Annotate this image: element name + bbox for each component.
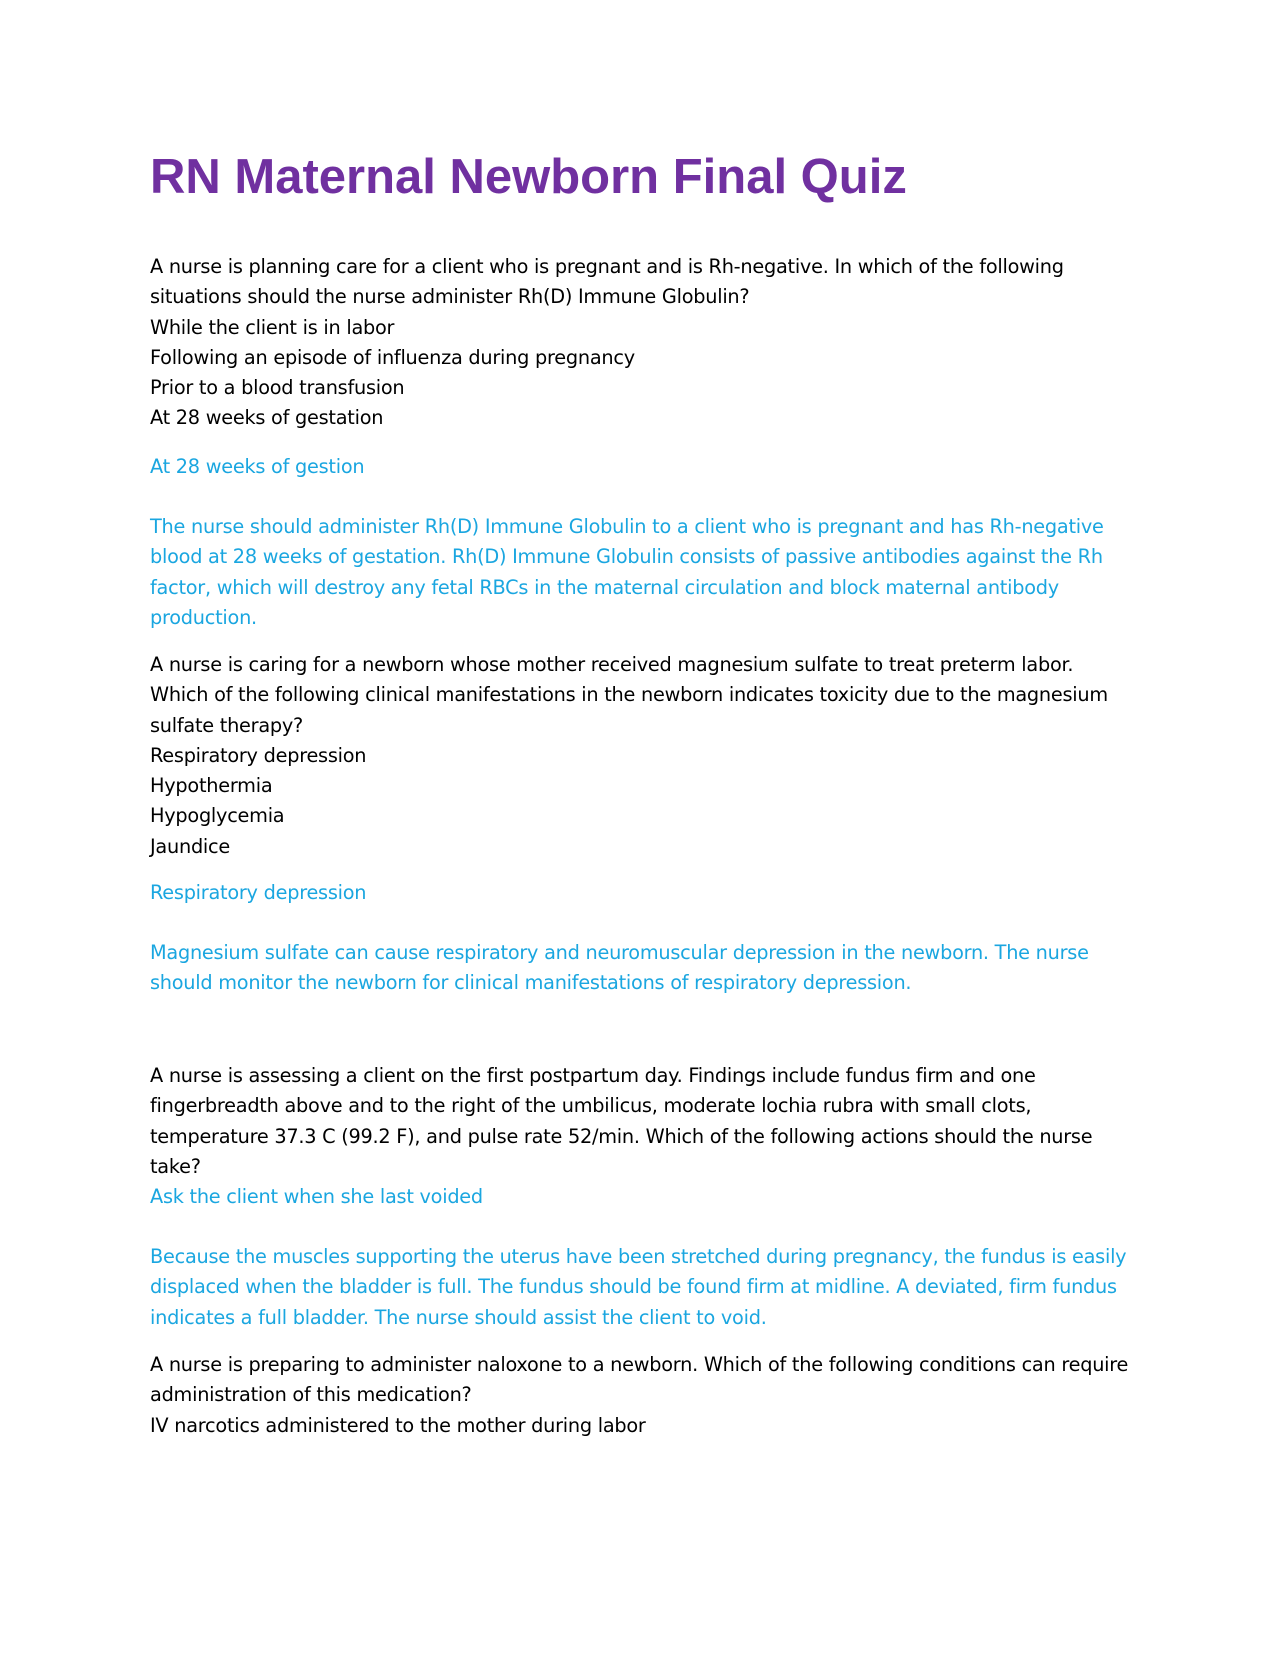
question-1-stem-line: situations should the nurse administer Rh(D) Immune Globulin? (150, 285, 750, 309)
question-1-stem-line: A nurse is planning care for a client who is pregnant and is Rh-negative. In which of the following (150, 255, 1064, 278)
question-1-option: Prior to a blood transfusion (150, 376, 405, 400)
question-2-rationale-line: should monitor the newborn for clinical manifestations of respiratory depression. (150, 971, 912, 995)
question-1-rationale (150, 512, 1150, 633)
question-3-rationale-line: displaced when the bladder is full. The fundus should be found firm at midline. A deviated, firm fundus (150, 1275, 1117, 1299)
question-1-rationale-line: factor, which will destroy any fetal RBCs in the maternal circulation and block maternal antibody (150, 575, 1059, 599)
question-2 (150, 650, 1150, 862)
question-3-stem-line: A nurse is assessing a client on the first postpartum day. Findings include fundus firm and one (150, 1064, 1036, 1087)
question-1-answer: At 28 weeks of gestion (150, 455, 365, 478)
question-1-option: At 28 weeks of gestation (150, 406, 384, 430)
question-3 (150, 1061, 1150, 1212)
question-1-option: While the client is in labor (150, 315, 395, 339)
question-3-stem-line: fingerbreadth above and to the right of the umbilicus, moderate lochia rubra with small clots, (150, 1094, 1032, 1118)
question-4-stem-line: A nurse is preparing to administer naloxone to a newborn. Which of the following conditions can require (150, 1353, 1129, 1376)
question-4 (150, 1350, 1150, 1441)
question-1 (150, 252, 1150, 434)
question-1-rationale-line: production. (150, 605, 257, 629)
question-1-rationale-line: blood at 28 weeks of gestation. Rh(D) Immune Globulin consists of passive antibodies against the Rh (150, 545, 1103, 569)
question-3-stem-line: temperature 37.3 C (99.2 F), and pulse rate 52/min. Which of the following actions should the nurse (150, 1124, 1093, 1148)
question-3-rationale-line: Because the muscles supporting the uterus have been stretched during pregnancy, the fundus is easily (150, 1245, 1127, 1268)
question-2-option: Respiratory depression (150, 743, 367, 767)
question-2-option: Jaundice (150, 834, 231, 858)
question-2-option: Hypothermia (150, 774, 273, 798)
question-2-rationale (150, 938, 1150, 999)
question-3-rationale-line: indicates a full bladder. The nurse should assist the client to void. (150, 1305, 767, 1329)
question-1-option: Following an episode of influenza during pregnancy (150, 345, 635, 369)
document-title: RN Maternal Newborn Final Quiz (150, 150, 907, 204)
question-2-stem-line: A nurse is caring for a newborn whose mother received magnesium sulfate to treat preterm labor. (150, 653, 1074, 676)
question-2-rationale-line: Magnesium sulfate can cause respiratory and neuromuscular depression in the newborn. The nurse (150, 941, 1089, 964)
question-2-option: Hypoglycemia (150, 804, 285, 828)
question-4-option: IV narcotics administered to the mother during labor (150, 1413, 646, 1437)
question-2-stem-line: Which of the following clinical manifestations in the newborn indicates toxicity due to the magnesium (150, 683, 1108, 707)
question-2-stem-line: sulfate therapy? (150, 713, 304, 737)
question-3-rationale (150, 1242, 1150, 1333)
question-3-answer: Ask the client when she last voided (150, 1185, 483, 1209)
question-1-rationale-line: The nurse should administer Rh(D) Immune Globulin to a client who is pregnant and has Rh-negative (150, 515, 1104, 538)
question-4-stem-line: administration of this medication? (150, 1383, 472, 1407)
question-3-stem-line: take? (150, 1154, 201, 1178)
question-2-answer: Respiratory depression (150, 881, 367, 904)
